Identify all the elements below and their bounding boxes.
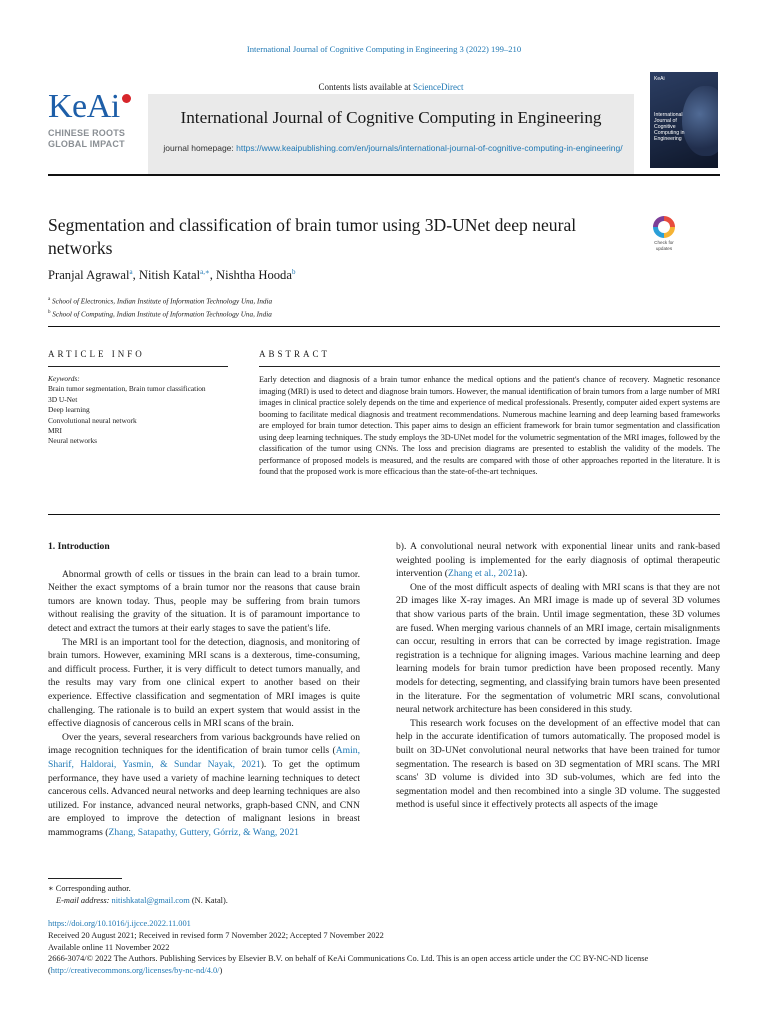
received-dates: Received 20 August 2021; Received in revised form 7 November 2022; Accepted 7 November 2022 [48,930,384,940]
check-for-updates-badge[interactable] [646,216,682,256]
section-heading-introduction: 1. Introduction [48,541,110,552]
journal-band [148,78,634,174]
running-head[interactable]: International Journal of Cognitive Computing in Engineering 3 (2022) 199–210 [246,44,522,54]
cover-brand: KeAi [654,76,665,82]
abstract-bottom-rule [48,514,720,515]
license-link[interactable]: http://creativecommons.org/licenses/by-nc-nd/4.0/ [50,966,220,976]
contents-line [148,78,634,94]
author-affil-marker[interactable]: b [291,268,296,276]
cover-title: International Journal of Cognitive Computing in Engineering [654,112,685,142]
author-name[interactable]: Nitish Katal [138,268,201,283]
email-line: E-mail address: nitishkatal@gmail.com (N. Katal). [56,896,228,905]
sciencedirect-link[interactable]: ScienceDirect [413,82,464,92]
paper-title: Segmentation and classification of brain tumor using 3D-UNet deep neural networks [48,215,577,258]
author-list: Pranjal Agrawal$^a$, Nitish Katal$^{a,∗}$, Nishtha Hooda$^b$ [48,268,296,283]
citation-link[interactable]: Zhang, Satapathy, Guttery, Górriz, & Wang, 2021 [108,826,299,838]
footnote [48,883,228,907]
masthead-rule [48,174,720,176]
keyword-item: MRI [48,426,62,436]
homepage-link[interactable]: https://www.keaipublishing.com/en/journals/international-journal-of-cognitive-computing-in-engineering/ [236,143,623,153]
author-name[interactable]: Pranjal Agrawal [48,268,130,283]
body-paragraph: Abnormal growth of cells or tissues in the brain can lead to a brain tumor. Neither the exact symptoms of a brain tumor nor the reasons that cause brain tumors are known today. Thus, people may be suffering from brain tumors without realising the gravity of the situation. It is of paramount importance to detect and extract the tumors at their early stages to save the patient's life. [48,568,360,634]
keyword-item: Convolutional neural network [48,415,137,425]
body-paragraph: Over the years, several researchers from various backgrounds have relied on image recognition techniques for the identification of brain tumor cells (Amin, Sharif, Haldorai, Yasmin, & Sundar Nayak, 2021). To get the optimum performance, they have used a variety of machine learning techniques to detect cancerous cells. Advanced neural networks and deep learning techniques are also utilized. For instance, advanced neural networks, graph-based CNN, and CNN are employed to improve the detection of malignant lesions in breast mammograms (Zhang, Satapathy, Guttery, Górriz, & Wang, 2021 [48,731,360,838]
body-paragraph: This research work focuses on the development of an effective model that can help in the accurate identification of tumors automatically. The proposed model is built on 3D-UNet convolutional neural networks that have been trained for tumor segmentation. The research is based on 3D segmentation of MRI scans. The MRI scans' 3D volume is divided into 3D sub-volumes, which are fed into the segmentation model and then recombined into a single 3D volume. The suggested method is useful since it effectively protects all aspects of the image [396,717,720,811]
keywords-block [48,374,228,447]
license-text: 2666-3074/© 2022 The Authors. Publishing Services by Elsevier B.V. on behalf of KeAi Communications Co. Ltd. This is an open access article under the CC BY-NC-ND license (http://creativecommons.org/licenses/by-nc-nd/4.0/) [48,954,649,976]
logo-tagline-1: CHINESE ROOTS [48,128,126,138]
email-link[interactable]: nitishkatal@gmail.com [111,896,190,905]
affiliations [48,294,272,321]
author-affil-marker[interactable]: a,∗ [200,268,210,276]
abstract-text: Early detection and diagnosis of a brain tumor enhance the medical options and the patient's chance of recovery. Magnetic resonance imaging (MRI) is used to detect and diagnose brain tumors. However, the manual identification of brain tumors from a large number of MRI images in clinical practice solely depends on the time and experience of medical professionals. Presently, computer aided expert systems are booming to facilitate medical diagnosis and treatment recommendations. Numerous machine learning and deep learning based frameworks are employed for brain tumor detection. This paper aims to design an efficient framework for brain tumor segmentation and classification using deep learning techniques. The study employs the 3D-UNet model for the volumetric segmentation of the MRI images, followed by the classification of the tumor using CNNs. The loss and precision diagrams are presented to establish the validity of the models. The performance of proposed models is measured, and the results are compared with those of other approaches reported in the literature. It is found that the proposed work is more efficacious than the state-of-the-art techniques. [259,375,720,476]
logo-text: KeAi [48,88,120,125]
title-block-rule [48,326,720,327]
logo-red-dot-icon [122,94,131,103]
homepage-label: journal homepage: [163,143,237,153]
author-name[interactable]: Nishtha Hooda [216,268,292,283]
keyword-item: Deep learning [48,405,90,415]
crossmark-label: Check for updates [654,240,674,251]
logo-wordmark [48,90,144,124]
article-footer [48,918,720,977]
keywords-label: Keywords: [48,374,80,383]
publisher-logo[interactable] [48,90,144,150]
journal-title: International Journal of Cognitive Computing in Engineering [180,108,602,127]
corresponding-author-note: ∗ Corresponding author. [48,884,131,893]
body-paragraph: One of the most difficult aspects of dealing with MRI scans is that they are not 2D images like X-ray images. An MRI image is made up of several 3D volumes that show various parts of the brain. Until image segmentation, these 3D volumes are fused. When merging various channels of an MRI image, certain misalignments can occur, resulting in errors that can be corrected by image registration. Image registration is a technique for aligning images. Various machine learning and deep learning models for brain tumor prediction have been proposed recently. Many models for detecting, segmenting, and classifying brain tumors have been presented in the literature. For the segmentation of volumetric MRI scans, convolutional neural network architecture has been considered in this study. [396,581,720,716]
contents-prefix: Contents lists available at [318,82,413,92]
body-paragraph: b). A convolutional neural network with exponential linear units and rank-based weighted pooling is implemented for the early diagnosis of optimal therapeutic intervention (Zhang et al., 2021a). [396,541,720,580]
online-date: Available online 11 November 2022 [48,942,170,952]
abstract-rule [259,366,720,367]
footnote-rule [48,878,122,879]
keyword-item: 3D U-Net [48,394,78,404]
body-column-right [396,540,720,812]
body-column-left [48,540,360,839]
logo-tagline-2: GLOBAL IMPACT [48,139,125,149]
crossmark-icon [653,216,675,238]
journal-cover-thumbnail[interactable] [650,72,718,168]
author-affil-marker[interactable]: a [129,268,133,276]
affiliation-item: $^a$ School of Electronics, Indian Institute of Information Technology Una, India [48,297,273,306]
citation-link[interactable]: Zhang et al., 2021 [447,568,518,580]
body-paragraph: The MRI is an important tool for the detection, diagnosis, and monitoring of brain tumors. However, examining MRI scans is a dexterous, time-consuming, and difficult process. Further, it is very difficult to detect tumors manually, and the results may vary from one clinical expert to another based on their experience. Effective classification and segmentation of MRI images is quite challenging. The rationale is to build an expert system that would assist in the effective diagnosis of cancerous cells in MRI scans of the brain. [48,636,360,730]
keyword-item: Brain tumor segmentation, Brain tumor classification [48,384,206,394]
article-info-rule [48,366,228,367]
affiliation-item: $^b$ School of Computing, Indian Institute of Information Technology Una, India [48,310,272,319]
doi-link[interactable]: https://doi.org/10.1016/j.ijcce.2022.11.001 [48,919,191,928]
journal-homepage [158,142,628,154]
abstract-heading: ABSTRACT [259,349,331,359]
citation-link[interactable]: Amin, Sharif, Haldorai, Yasmin, & Sundar Nayak, 2021 [48,745,360,770]
keyword-item: Neural networks [48,436,98,446]
article-info-heading: ARTICLE INFO [48,349,145,359]
masthead [48,72,720,174]
